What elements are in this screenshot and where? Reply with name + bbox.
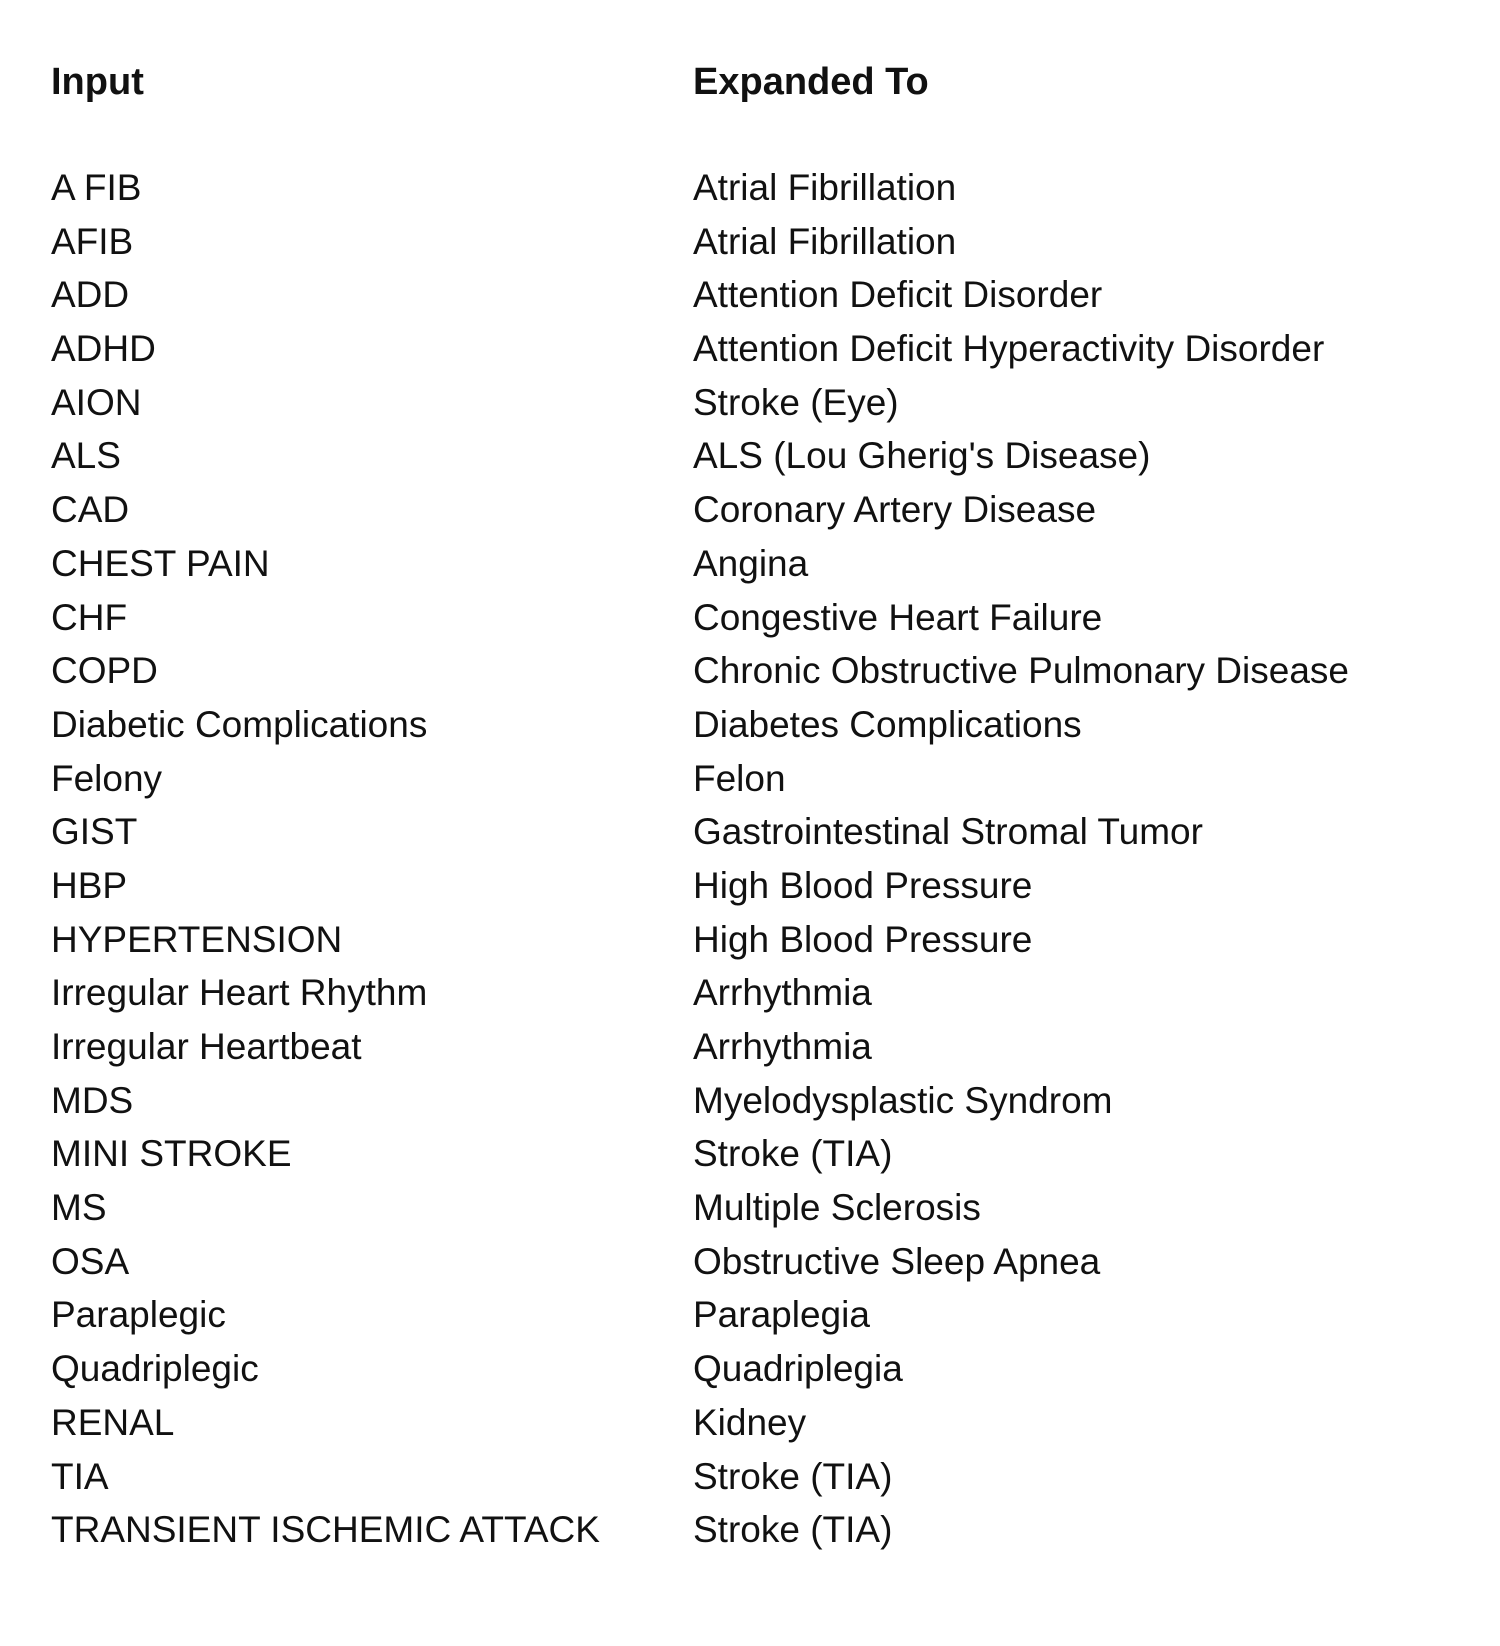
- table-row: [0, 644, 1500, 698]
- table-row: [0, 1074, 1500, 1128]
- expanded-cell: Coronary Artery Disease: [693, 489, 1097, 531]
- table-row: [0, 1450, 1500, 1504]
- input-cell: HBP: [51, 864, 128, 906]
- expanded-cell: Atrial Fibrillation: [693, 167, 957, 208]
- input-cell: MS: [51, 1187, 107, 1229]
- table-row: [0, 1020, 1500, 1074]
- expanded-cell: Stroke (TIA): [693, 1509, 893, 1551]
- expanded-cell: Stroke (TIA): [693, 1133, 893, 1175]
- expanded-cell: Gastrointestinal Stromal Tumor: [693, 811, 1203, 853]
- input-cell: Paraplegic: [51, 1294, 226, 1336]
- table-row: [0, 376, 1500, 430]
- input-cell: AFIB: [51, 220, 134, 262]
- input-cell: Irregular Heartbeat: [51, 1026, 362, 1067]
- input-cell: Quadriplegic: [51, 1348, 259, 1390]
- expanded-cell: Arrhythmia: [693, 972, 872, 1014]
- header-expanded-to: Expanded To: [693, 61, 929, 103]
- expanded-cell: Kidney: [693, 1401, 807, 1443]
- table-row: [0, 698, 1500, 752]
- table-row: [0, 913, 1500, 967]
- table-row: [0, 1127, 1500, 1181]
- expanded-cell: Multiple Sclerosis: [693, 1187, 981, 1229]
- table-row: [0, 537, 1500, 591]
- table-row: [0, 1288, 1500, 1342]
- input-cell: HYPERTENSION: [51, 918, 343, 960]
- input-cell: COPD: [51, 650, 158, 692]
- expanded-cell: Paraplegia: [693, 1294, 870, 1336]
- table-row: [0, 429, 1500, 483]
- input-cell: ALS: [51, 435, 121, 477]
- input-cell: Irregular Heart Rhythm: [51, 972, 428, 1014]
- expanded-cell: Angina: [693, 542, 809, 584]
- header-input: Input: [51, 61, 144, 103]
- table-row: [0, 752, 1500, 806]
- table-row: [0, 322, 1500, 376]
- table-row: [0, 483, 1500, 537]
- table-row: [0, 1342, 1500, 1396]
- expanded-cell: Arrhythmia: [693, 1026, 872, 1067]
- input-cell: Diabetic Complications: [51, 703, 428, 745]
- input-cell: TRANSIENT ISCHEMIC ATTACK: [51, 1509, 600, 1551]
- expanded-cell: Myelodysplastic Syndrom: [693, 1079, 1113, 1121]
- input-cell: A FIB: [51, 167, 142, 208]
- expanded-cell: Obstructive Sleep Apnea: [693, 1240, 1101, 1282]
- expanded-cell: Diabetes Complications: [693, 703, 1082, 745]
- input-cell: ADHD: [51, 328, 156, 370]
- table-row: [0, 1396, 1500, 1450]
- expanded-cell: Quadriplegia: [693, 1348, 903, 1390]
- table-row: [0, 1181, 1500, 1235]
- expanded-cell: Attention Deficit Hyperactivity Disorder: [693, 328, 1325, 370]
- table-row: [0, 859, 1500, 913]
- input-cell: CHEST PAIN: [51, 542, 270, 584]
- input-cell: MINI STROKE: [51, 1133, 292, 1175]
- table-row: [0, 1503, 1500, 1557]
- expanded-cell: Felon: [693, 757, 786, 799]
- expanded-cell: Stroke (TIA): [693, 1455, 893, 1497]
- input-cell: ADD: [51, 274, 130, 316]
- table-row: [0, 966, 1500, 1020]
- expanded-cell: High Blood Pressure: [693, 864, 1033, 906]
- input-cell: CAD: [51, 489, 130, 531]
- input-cell: Felony: [51, 757, 163, 799]
- expanded-cell: Stroke (Eye): [693, 381, 899, 423]
- table-row: [0, 268, 1500, 322]
- input-cell: RENAL: [51, 1401, 175, 1443]
- expanded-cell: Attention Deficit Disorder: [693, 274, 1103, 316]
- input-cell: AION: [51, 381, 142, 423]
- table-row: [0, 805, 1500, 859]
- table-row: [0, 591, 1500, 645]
- table-row: [0, 161, 1500, 215]
- input-cell: CHF: [51, 596, 128, 638]
- input-cell: OSA: [51, 1240, 130, 1282]
- table-row: [0, 215, 1500, 269]
- input-cell: GIST: [51, 811, 138, 853]
- table-row: [0, 1235, 1500, 1289]
- expanded-cell: Atrial Fibrillation: [693, 220, 957, 262]
- table-body: [0, 161, 1500, 1557]
- input-cell: TIA: [51, 1455, 109, 1497]
- input-cell: MDS: [51, 1079, 134, 1121]
- expanded-cell: Congestive Heart Failure: [693, 596, 1103, 638]
- expanded-cell: High Blood Pressure: [693, 918, 1033, 960]
- expanded-cell: Chronic Obstructive Pulmonary Disease: [693, 650, 1349, 692]
- expanded-cell: ALS (Lou Gherig's Disease): [693, 435, 1151, 477]
